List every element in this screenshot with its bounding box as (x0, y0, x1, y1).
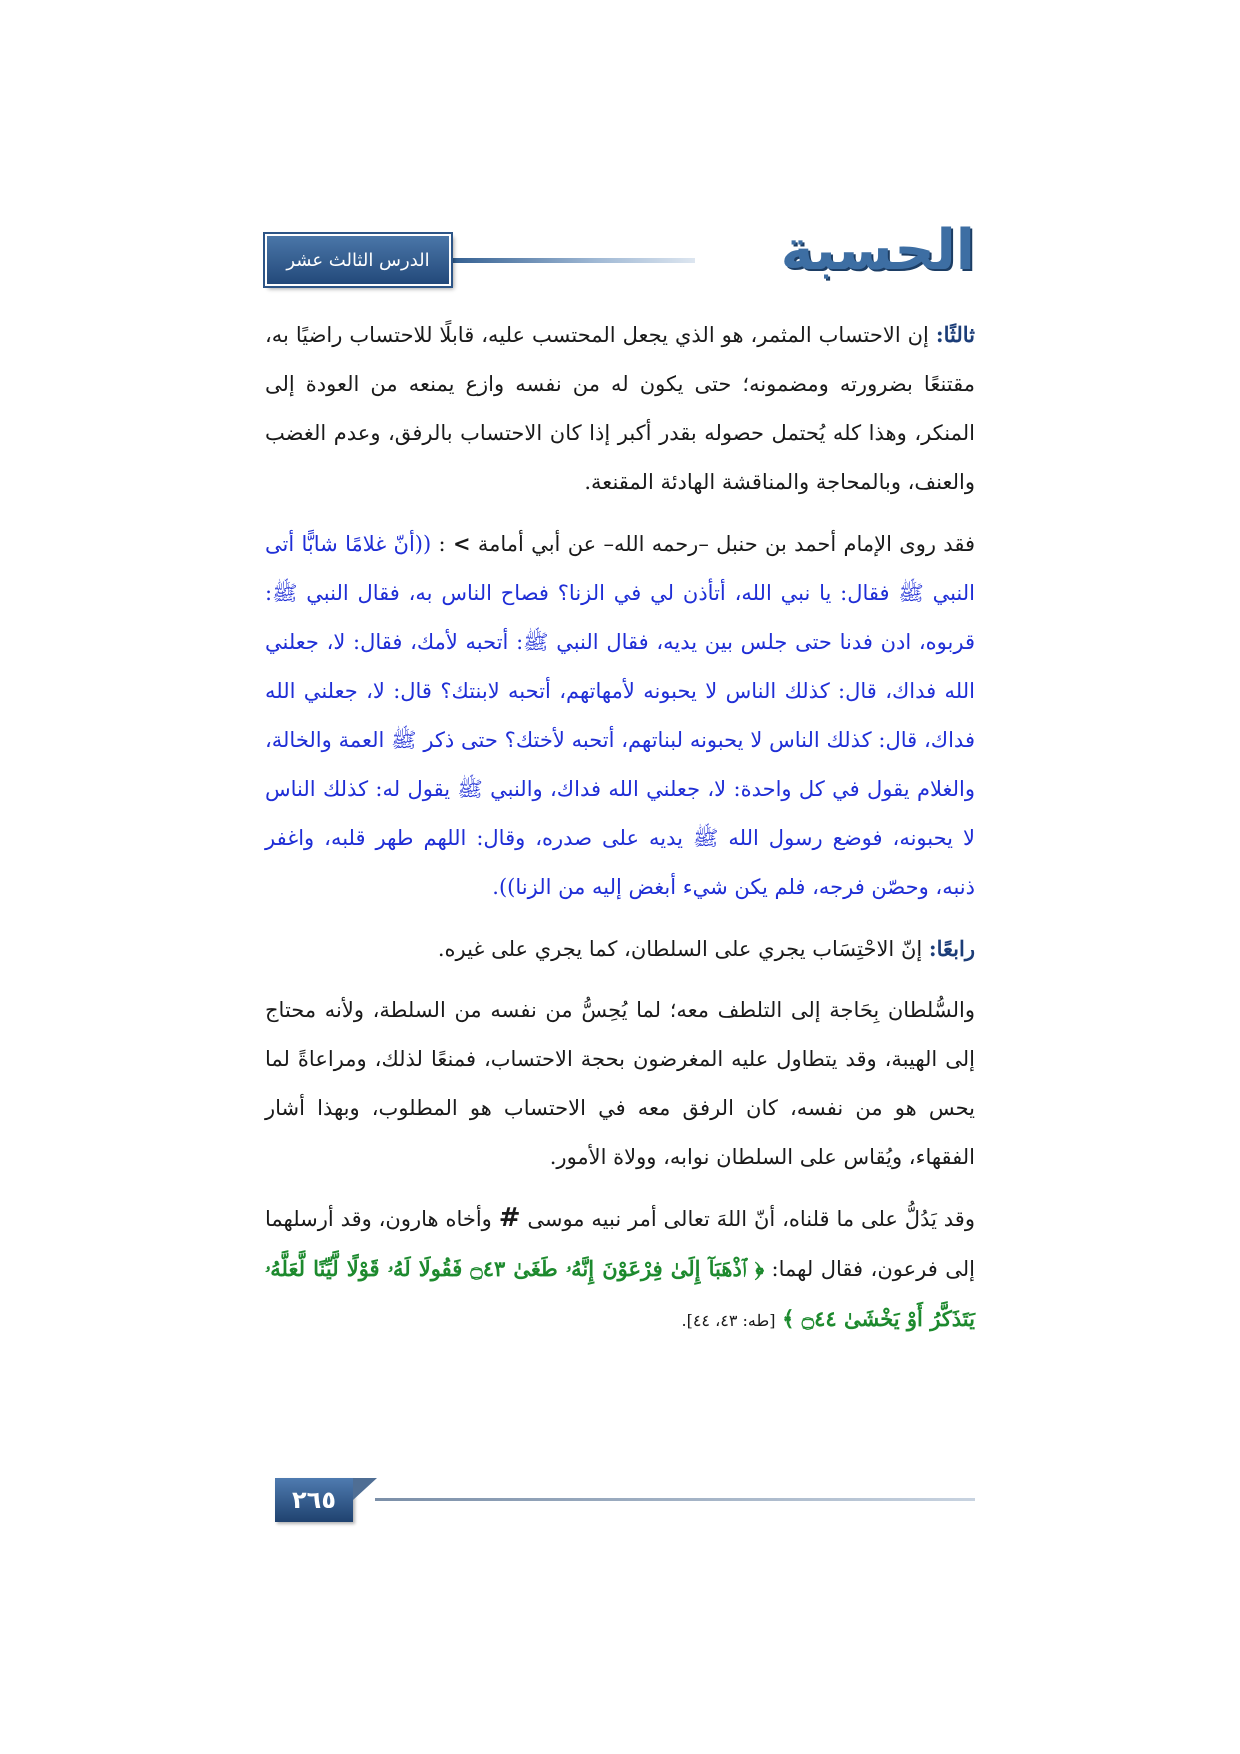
hadith-colon: : (438, 532, 446, 556)
honorific-symbol: # (498, 1203, 521, 1233)
hadith-text: ((أنّ غلامًا شابًّا أتى النبي ﷺ فقال: يا نبي الله، أتأذن لي في الزنا؟ فصاح الناس به، فقال النبي ﷺ: قربوه، ادن فدنا حتى جلس بين يديه، فقال النبي ﷺ: أتحبه لأمك، فقال: لا، جعلني الله فداك، قال: كذلك الناس لا يحبونه لأمهاتهم، أتحبه لابنتك؟ قال: لا، جعلني الله فداك، قال: كذلك الناس لا يحبونه لبناتهم، أتحبه لأختك؟ حتى ذكر ﷺ العمة والخالة، والغلام يقول في كل واحدة: لا، جعلني الله فداك، والنبي ﷺ يقول له: كذلك الناس لا يحبونه، فوضع رسول الله ﷺ يديه على صدره، وقال: اللهم طهر قلبه، واغفر ذنبه، وحصّن فرجه، فلم يكن شيء أبغض إليه من الزنا)). (265, 532, 975, 899)
paragraph-body: وأخاه هارون، وقد أرسلهما إلى فرعون، فقال لهما: (265, 1207, 975, 1281)
honorific-symbol: > (452, 531, 471, 556)
hadith-intro: فقد روى الإمام أحمد بن حنبل –رحمه الله– عن أبي أمامة (477, 532, 975, 556)
page-header (265, 218, 975, 290)
footer-wedge (353, 1478, 377, 1522)
paragraph-intro: وقد يَدُلُّ على ما قلناه، أنّ اللهَ تعالى أمر نبيه موسى (527, 1207, 975, 1231)
main-text (265, 310, 975, 1357)
footer-divider (375, 1498, 975, 1501)
verse-reference: [طه: ٤٣، ٤٤]. (681, 1311, 776, 1330)
quran-verse: ﴿ ٱذْهَبَآ إِلَىٰ فِرْعَوْنَ إِنَّهُۥ طَغَىٰ ۝٤٣ فَقُولَا لَهُۥ قَوْلًا لَّيِّنًا لَّعَلَّهُۥ يَتَذَكَّرُ أَوْ يَخْشَىٰ ۝٤٤ ﴾ (265, 1256, 975, 1331)
book-title: الحسبة (780, 218, 975, 283)
paragraph-body: إنّ الاحْتِسَاب يجري على السلطان، كما يجري على غيره. (437, 937, 923, 961)
lesson-badge: الدرس الثالث عشر (265, 234, 451, 286)
paragraph-musa (265, 1194, 975, 1345)
paragraph-lead: ثالثًا: (935, 322, 975, 347)
paragraph-fourth (265, 924, 975, 974)
paragraph-sultan (265, 986, 975, 1182)
page-number: ٢٦٥ (275, 1478, 353, 1522)
paragraph-body: والسُّلطان بِحَاجة إلى التلطف معه؛ لما يُحِسُّ من نفسه من السلطة، ولأنه محتاج إلى الهيبة، وقد يتطاول عليه المغرضون بحجة الاحتساب، فمنعًا لذلك، ومراعاةً لما يحس هو من نفسه، كان الرفق معه في الاحتساب هو المطلوب، وبهذا أشار الفقهاء، ويُقاس على السلطان نوابه، وولاة الأمور. (265, 998, 975, 1169)
paragraph-third (265, 310, 975, 507)
paragraph-body: إن الاحتساب المثمر، هو الذي يجعل المحتسب عليه، قابلًا للاحتساب راضيًا به، مقتنعًا بضرورته ومضمونه؛ حتى يكون له من نفسه وازع يمنعه من العودة إلى المنكر، وهذا كله يُحتمل حصوله بقدر أكبر إذا كان الاحتساب بالرفق، وعدم الغضب والعنف، وبالمحاجة والمناقشة الهادئة المقنعة. (265, 323, 975, 494)
header-divider (445, 258, 695, 263)
paragraph-lead: رابعًا: (928, 936, 975, 961)
page-footer (275, 1478, 975, 1524)
paragraph-hadith (265, 519, 975, 912)
